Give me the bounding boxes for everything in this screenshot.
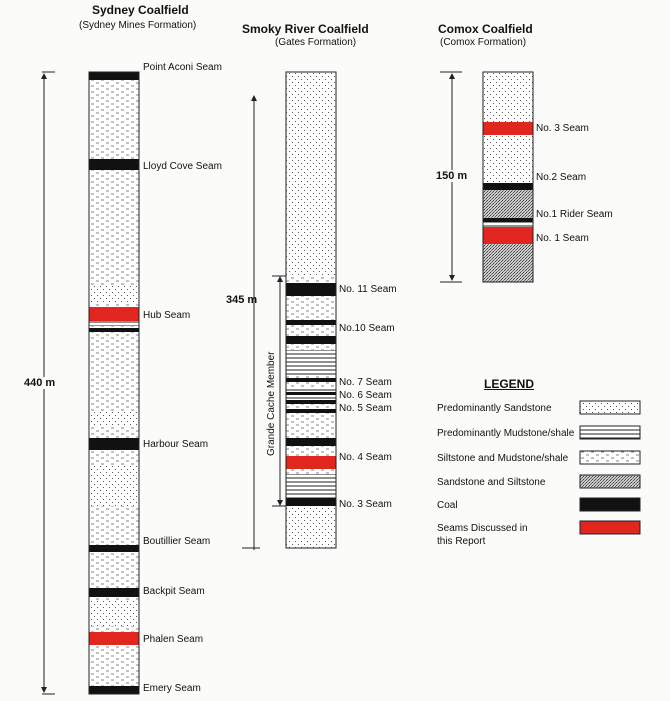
coal-band bbox=[286, 336, 336, 344]
seam-label: No.2 Seam bbox=[536, 172, 587, 183]
highlight-seam-band bbox=[286, 456, 336, 469]
coal-band bbox=[286, 400, 336, 404]
coal-band bbox=[286, 498, 336, 506]
legend-swatch-coal bbox=[580, 498, 640, 511]
coal-band bbox=[89, 438, 139, 450]
sydney-title: Sydney Coalfield bbox=[92, 3, 189, 17]
legend-swatch-mudstone bbox=[580, 426, 640, 439]
coal-band bbox=[286, 320, 336, 325]
seam-label: No. 4 Seam bbox=[339, 452, 392, 463]
grande-cache-member-label: Grande Cache Member bbox=[266, 351, 277, 456]
sydney-subtitle: (Sydney Mines Formation) bbox=[79, 20, 197, 31]
legend-title: LEGEND bbox=[484, 377, 535, 391]
legend-swatch-sand-silt bbox=[580, 475, 640, 488]
coal-band bbox=[89, 328, 139, 332]
smoky-title: Smoky River Coalfield bbox=[242, 22, 369, 36]
seam-label: Phalen Seam bbox=[143, 634, 204, 645]
coal-band bbox=[89, 545, 139, 552]
highlight-seam-band bbox=[483, 122, 533, 135]
seam-label: Emery Seam bbox=[143, 683, 201, 694]
coal-band bbox=[286, 378, 336, 382]
seam-label: Hub Seam bbox=[143, 310, 191, 321]
coal-band bbox=[286, 392, 336, 395]
coal-band bbox=[89, 588, 139, 597]
seam-label: Lloyd Cove Seam bbox=[143, 161, 222, 172]
highlight-seam-band bbox=[89, 632, 139, 645]
seam-label: No. 5 Seam bbox=[339, 403, 392, 414]
coal-band bbox=[286, 283, 336, 296]
legend-swatch-sandstone bbox=[580, 401, 640, 414]
seam-label: No.10 Seam bbox=[339, 323, 395, 334]
coal-band bbox=[89, 686, 139, 694]
comox-thickness: 150 m bbox=[436, 170, 468, 182]
legend-label-siltstone: Siltstone and Mudstone/shale bbox=[437, 453, 569, 464]
sydney-thickness: 440 m bbox=[24, 377, 56, 389]
seam-label: Backpit Seam bbox=[143, 586, 205, 597]
sydney-column bbox=[42, 72, 139, 694]
coal-band bbox=[483, 218, 533, 222]
legend-swatch-highlight bbox=[580, 521, 640, 534]
highlight-seam-band bbox=[89, 307, 139, 321]
legend-label-sand-silt: Sandstone and Siltstone bbox=[437, 477, 546, 488]
legend-label-highlight: Seams Discussed in this Report bbox=[437, 523, 528, 547]
seam-label: Harbour Seam bbox=[143, 439, 209, 450]
seam-label: No. 1 Seam bbox=[536, 233, 589, 244]
seam-label: No.1 Rider Seam bbox=[536, 209, 613, 220]
coal-band bbox=[483, 183, 533, 190]
smoky-subtitle: (Gates Formation) bbox=[275, 37, 357, 48]
legend-label-mudstone: Predominantly Mudstone/shale bbox=[437, 428, 575, 439]
coal-band bbox=[286, 409, 336, 413]
comox-title: Comox Coalfield bbox=[438, 22, 533, 36]
seam-label: No. 7 Seam bbox=[339, 377, 392, 388]
coal-band bbox=[89, 159, 139, 170]
smoky-thickness: 345 m bbox=[226, 294, 258, 306]
seam-label: Point Aconi Seam bbox=[143, 62, 222, 73]
seam-label: No. 11 Seam bbox=[339, 284, 397, 295]
seam-label: No. 3 Seam bbox=[339, 499, 392, 510]
highlight-seam-band bbox=[483, 227, 533, 244]
legend-swatch-siltstone bbox=[580, 451, 640, 464]
coal-band bbox=[286, 438, 336, 446]
comox-subtitle: (Comox Formation) bbox=[440, 37, 527, 48]
smoky-column bbox=[242, 72, 336, 550]
legend-label-sandstone: Predominantly Sandstone bbox=[437, 403, 552, 414]
seam-label: No. 6 Seam bbox=[339, 390, 392, 401]
seam-label: Boutillier Seam bbox=[143, 536, 211, 547]
seam-label: No. 3 Seam bbox=[536, 123, 589, 134]
coal-band bbox=[89, 72, 139, 80]
legend-label-coal: Coal bbox=[437, 500, 458, 511]
legend-swatches bbox=[580, 401, 640, 534]
